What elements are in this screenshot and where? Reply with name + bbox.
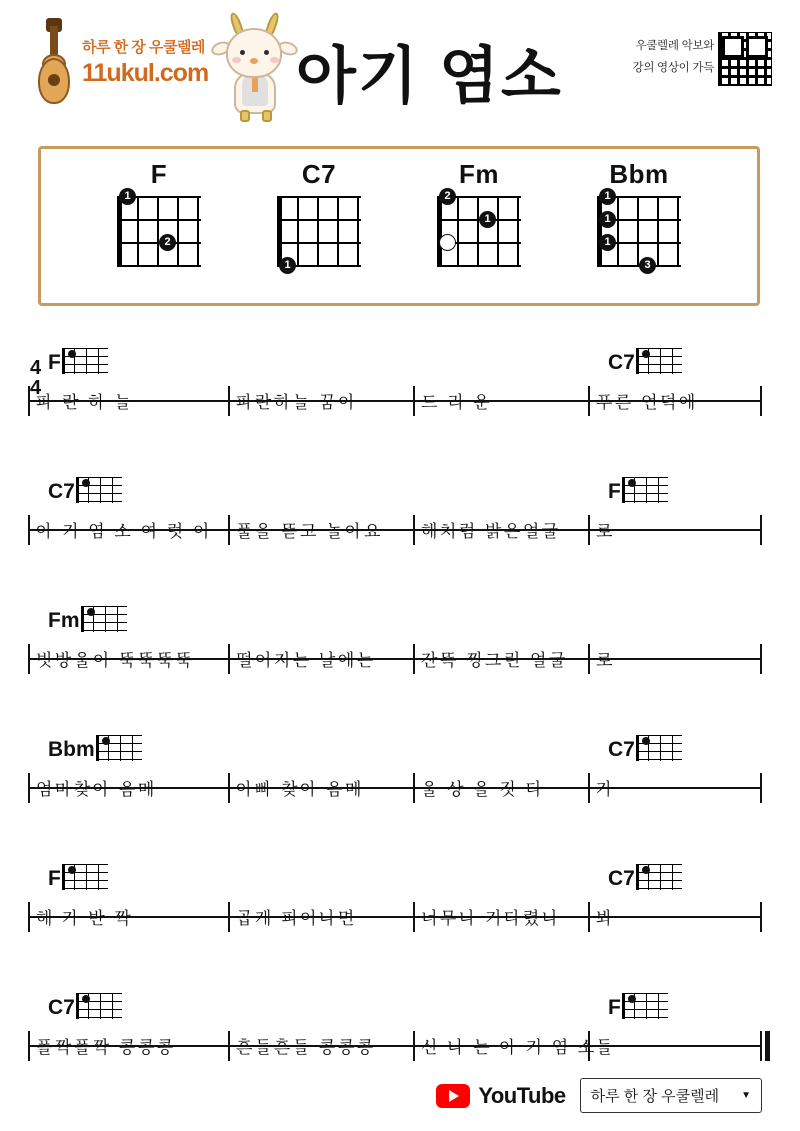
inline-chord-label: C7 xyxy=(48,480,75,503)
mini-fretboard-icon xyxy=(81,606,127,632)
promo-text xyxy=(633,36,714,80)
inline-chord-label: C7 xyxy=(608,738,635,761)
score-system xyxy=(0,588,800,717)
lyric-measure: 아빠 찾아 음메 xyxy=(236,780,364,799)
inline-chord-mark xyxy=(608,993,668,1019)
chord-diagram xyxy=(103,159,215,266)
chord-finger-dot: 2 xyxy=(159,234,176,251)
barline xyxy=(760,515,762,545)
site-logo xyxy=(32,18,208,110)
chord-open-marker xyxy=(439,234,456,251)
youtube-logo[interactable] xyxy=(436,1083,565,1109)
logo-site-url: 11ukul.com xyxy=(82,58,209,87)
barline xyxy=(760,644,762,674)
lyric-measure: 해처럼 밝은얼굴 xyxy=(421,522,561,541)
page-title: 아기 염소 xyxy=(296,42,563,111)
lyric-measure: 곱게 피어나면 xyxy=(236,909,357,928)
inline-chord-mark xyxy=(608,348,682,374)
channel-name-box[interactable] xyxy=(580,1078,762,1113)
barline xyxy=(760,773,762,803)
mini-fretboard-icon xyxy=(76,477,122,503)
inline-chord-mark xyxy=(48,606,127,632)
lyric-measure: 떨어지는 날에는 xyxy=(236,651,376,670)
lyric-measure: 엄마찾아 음메 xyxy=(36,780,157,799)
inline-chord-label: F xyxy=(608,996,621,1019)
lyric-row xyxy=(28,388,760,414)
mini-fretboard-icon xyxy=(636,864,682,890)
lyric-measure: 푸른 언덕에 xyxy=(596,393,698,412)
chord-finger-dot: 1 xyxy=(119,188,136,205)
youtube-play-icon xyxy=(436,1084,470,1108)
channel-name: 하루 한 장 우쿨렐레 xyxy=(590,1088,720,1105)
lyric-measure: 빗방울이 뚝뚝뚝뚝 xyxy=(36,651,195,670)
inline-chord-mark xyxy=(608,477,668,503)
lyric-measure: 아 기 염 소 여 럿 이 xyxy=(36,522,212,541)
score-system xyxy=(0,459,800,588)
lyric-measure: 로 xyxy=(596,522,615,541)
promo-line-2: 강의 영상이 가득 xyxy=(632,61,714,74)
lyric-measure: 파란하늘 꿈이 xyxy=(236,393,357,412)
page-footer xyxy=(0,1078,800,1113)
inline-chord-label: F xyxy=(48,867,61,890)
inline-chord-mark xyxy=(608,864,682,890)
barline xyxy=(760,902,762,932)
lyric-measure: 가 xyxy=(596,780,615,799)
chord-finger-dot: 1 xyxy=(599,234,616,251)
fretboard-grid xyxy=(117,190,201,266)
mini-fretboard-icon xyxy=(62,864,108,890)
score-system xyxy=(0,330,800,459)
lyric-measure: 울 상 을 짓 다 xyxy=(421,780,545,799)
youtube-label: YouTube xyxy=(478,1082,566,1108)
chord-diagram-row xyxy=(41,149,757,271)
mini-fretboard-icon xyxy=(622,477,668,503)
lyric-row xyxy=(28,1033,760,1059)
inline-chord-label: C7 xyxy=(608,351,635,374)
inline-chord-label: F xyxy=(608,480,621,503)
chord-finger-dot: 3 xyxy=(639,257,656,274)
time-signature-top: 4 xyxy=(30,357,42,379)
chord-name: Bbm xyxy=(609,159,669,189)
lyric-measure: 신 나 는 아 기 염 소 xyxy=(421,1038,597,1057)
mini-fretboard-icon xyxy=(76,993,122,1019)
chord-finger-dot: 1 xyxy=(599,211,616,228)
chord-finger-dot: 1 xyxy=(479,211,496,228)
lyric-row xyxy=(28,775,760,801)
score-system xyxy=(0,717,800,846)
lyric-measure: 잔뜩 찡그린 얼굴 xyxy=(421,651,568,670)
inline-chord-label: C7 xyxy=(608,867,635,890)
mini-fretboard-icon xyxy=(636,348,682,374)
lyric-measure: 봐 xyxy=(596,909,615,928)
chord-diagram-box xyxy=(38,146,760,306)
final-barline xyxy=(760,1031,762,1061)
goat-mascot-icon xyxy=(212,6,298,124)
inline-chord-mark xyxy=(48,993,122,1019)
fretboard-grid xyxy=(277,196,361,271)
barline xyxy=(760,386,762,416)
lyric-row xyxy=(28,646,760,672)
lyric-row xyxy=(28,517,760,543)
fretboard-grid xyxy=(597,190,681,271)
lyric-measure: 너무나 기다렸나 xyxy=(421,909,561,928)
mini-fretboard-icon xyxy=(622,993,668,1019)
inline-chord-label: Fm xyxy=(48,609,80,632)
inline-chord-label: Bbm xyxy=(48,738,95,761)
lyric-measure: 로 xyxy=(596,651,615,670)
chord-finger-dot: 1 xyxy=(279,257,296,274)
inline-chord-mark xyxy=(48,864,108,890)
lyric-measure: 드 리 운 xyxy=(421,393,493,412)
lyric-row xyxy=(28,904,760,930)
mini-fretboard-icon xyxy=(636,735,682,761)
time-signature-bottom: 4 xyxy=(30,377,42,399)
chord-finger-dot: 2 xyxy=(439,188,456,205)
inline-chord-label: C7 xyxy=(48,996,75,1019)
lyric-measure: 파 란 하 늘 xyxy=(36,393,134,412)
mini-fretboard-icon xyxy=(96,735,142,761)
chord-name: Fm xyxy=(459,159,499,189)
chord-diagram xyxy=(423,159,535,266)
ukulele-icon xyxy=(32,18,76,110)
chord-diagram xyxy=(263,159,375,271)
promo-line-1: 우쿨렐레 악보와 xyxy=(635,40,714,52)
inline-chord-mark xyxy=(608,735,682,761)
mini-fretboard-icon xyxy=(62,348,108,374)
qr-code-icon[interactable] xyxy=(718,32,772,86)
inline-chord-mark xyxy=(48,477,122,503)
score-system xyxy=(0,846,800,975)
score-systems xyxy=(0,330,800,1104)
inline-chord-mark xyxy=(48,348,108,374)
lyric-measure: 풀을 뜯고 놀아요 xyxy=(236,522,383,541)
logo-tagline: 하루 한 장 우쿨렐레 xyxy=(82,39,205,56)
inline-chord-mark xyxy=(48,735,142,761)
chevron-down-icon: ▼ xyxy=(741,1090,751,1101)
page-header xyxy=(0,0,800,130)
lyric-measure: 폴짝폴짝 콩콩콩 xyxy=(36,1038,176,1057)
lyric-measure: 해 가 반 짝 xyxy=(36,909,134,928)
chord-name: F xyxy=(150,159,168,189)
lyric-measure: 들 xyxy=(596,1038,615,1057)
chord-diagram xyxy=(583,159,695,271)
chord-finger-dot: 1 xyxy=(599,188,616,205)
chord-name: C7 xyxy=(301,159,337,189)
lyric-measure: 흔들흔들 콩콩콩 xyxy=(236,1038,376,1057)
inline-chord-label: F xyxy=(48,351,61,374)
fretboard-grid xyxy=(437,190,521,266)
